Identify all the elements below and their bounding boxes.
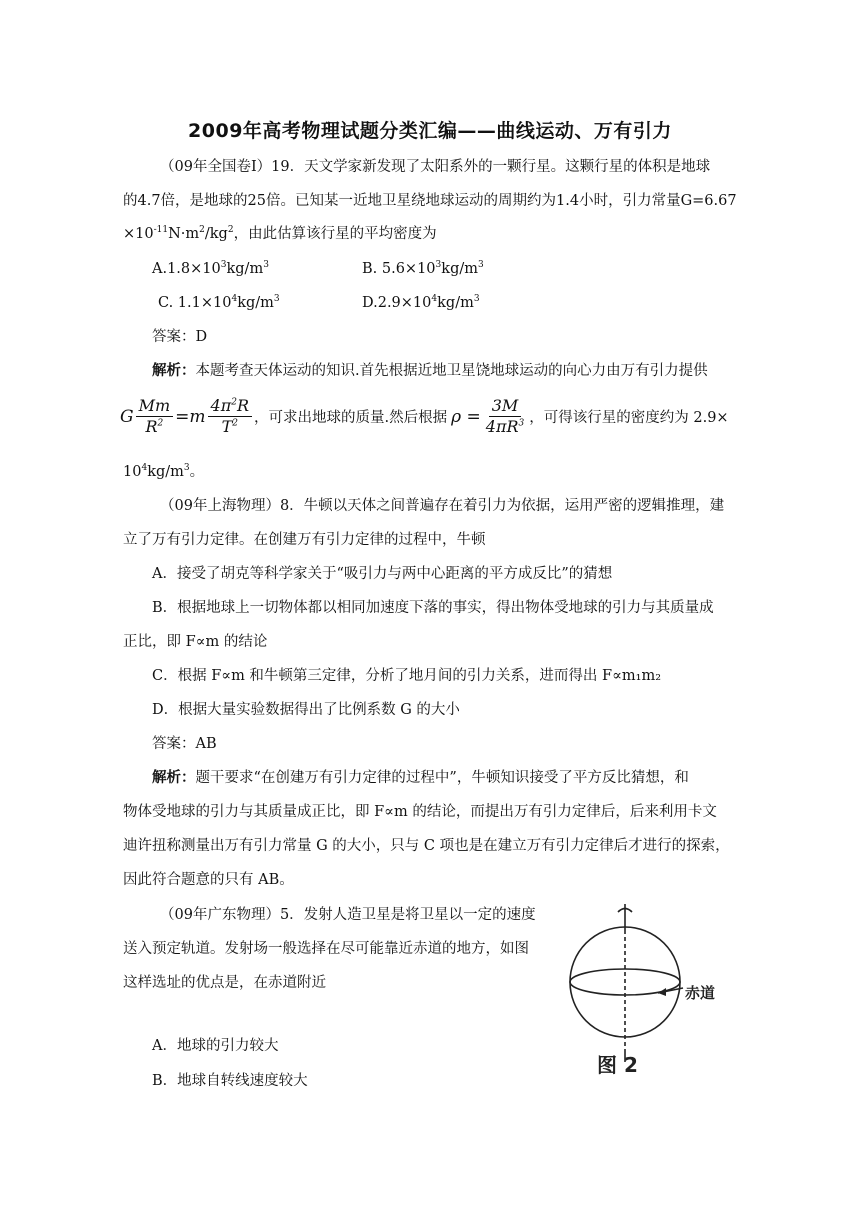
q19-result-line: $10^4kg/m^3$。	[123, 463, 205, 480]
q19-line1: （09年全国卷Ⅰ）19．天文学家新发现了太阳系外的一颗行星。这颗行星的体积是地球	[160, 159, 711, 175]
q19-option-c: C. $1.1\times 10^4kg/m^3$	[158, 294, 280, 311]
formula-g: G	[120, 406, 134, 427]
q5-option-b: B．地球自转线速度较大	[152, 1073, 308, 1089]
q19-option-d: $D.2.9\times 10^4kg/m^3$	[362, 294, 480, 311]
equator-label: 赤道	[685, 984, 716, 1002]
q8-analysis-line1: 解析：题干要求“在创建万有引力定律的过程中”，牛顿知识接受了平方反比猜想，和	[152, 770, 689, 786]
globe-figure	[565, 890, 750, 1085]
formula-mm-over-r2: $\frac{Mm}{R^2}$	[136, 396, 174, 437]
figure-caption: 图 2	[597, 1053, 638, 1077]
q8-option-b-line2: 正比，即 F∝m 的结论	[123, 634, 268, 650]
formula-post-text: ，可得该行星的密度约为 2.9×	[529, 410, 729, 426]
formula-density: $\frac{3M}{4\pi R^3}$	[485, 396, 525, 436]
q19-answer: 答案：D	[152, 329, 208, 345]
q19-option-b: B. $5.6\times 10^3kg/m^3$	[362, 260, 484, 277]
q5-line1: （09年广东物理）5．发射人造卫星是将卫星以一定的速度	[160, 907, 536, 923]
formula-4pi2r-over-t2: $\frac{4\pi^2R}{T^2}$	[208, 396, 252, 437]
q8-option-b-line1: B．根据地球上一切物体都以相同加速度下落的事实，得出物体受地球的引力与其质量成	[152, 600, 714, 616]
q5-line3: 这样选址的优点是，在赤道附近	[123, 975, 326, 991]
page-title: 2009年高考物理试题分类汇编——曲线运动、万有引力	[188, 120, 672, 142]
q8-option-d: D．根据大量实验数据得出了比例系数 G 的大小	[152, 702, 460, 718]
q8-analysis-line3: 迪许扭称测量出万有引力常量 G 的大小，只与 C 项也是在建立万有引力定律后才进行的探索，	[123, 838, 730, 854]
q5-option-a: A．地球的引力较大	[152, 1038, 279, 1054]
q19-option-a: $A.1.8\times 10^3kg/m^3$	[152, 260, 269, 277]
q8-line2: 立了万有引力定律。在创建万有引力定律的过程中，牛顿	[123, 532, 486, 548]
q19-formula-line: G $\frac{Mm}{R^2}$ = m $\frac{4\pi^2R}{T^2}$ ，可求出地球的质量.然后根据 ρ = $\frac{3M}{4\pi R^3}$ ，可得该行星的密度约为 2.9×	[120, 396, 729, 436]
q8-option-c: C．根据 F∝m 和牛顿第三定律，分析了地月间的引力关系，进而得出 F∝m₁m₂	[152, 668, 662, 684]
q8-analysis-line4: 因此符合题意的只有 AB。	[123, 872, 294, 888]
formula-mid-text: ，可求出地球的质量.然后根据	[254, 410, 448, 426]
q19-line3: $\times 10^{-11}N\cdot m^2/kg^2$，由此估算该行星的平均密度为	[123, 225, 437, 242]
q8-line1: （09年上海物理）8．牛顿以天体之间普遍存在着引力为依据，运用严密的逻辑推理，建	[160, 498, 725, 514]
q8-option-a: A．接受了胡克等科学家关于“吸引力与两中心距离的平方成反比”的猜想	[152, 566, 613, 582]
q8-analysis-line2: 物体受地球的引力与其质量成正比，即 F∝m 的结论，而提出万有引力定律后，后来利用卡文	[123, 804, 717, 820]
q19-line2: 的4.7倍，是地球的25倍。已知某一近地卫星绕地球运动的周期约为1.4小时，引力常量G=6.67	[123, 193, 737, 209]
q8-answer: 答案：AB	[152, 736, 217, 752]
q5-line2: 送入预定轨道。发射场一般选择在尽可能靠近赤道的地方，如图	[123, 941, 529, 957]
q19-analysis: 解析：本题考查天体运动的知识.首先根据近地卫星饶地球运动的向心力由万有引力提供	[152, 363, 708, 379]
